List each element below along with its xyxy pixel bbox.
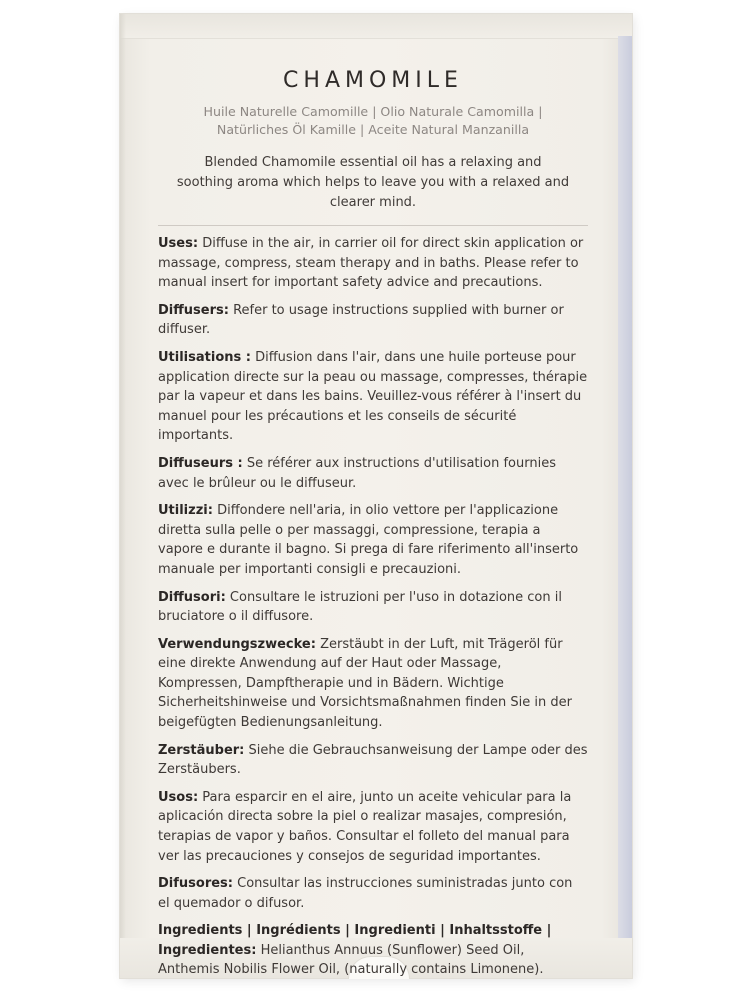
usage-section bbox=[158, 874, 588, 913]
usage-section bbox=[158, 741, 588, 780]
ingredients-text: Helianthus Annuus (Sunflower) Seed Oil, Anthemis Nobilis Flower Oil, (naturally contains Limonene). bbox=[158, 942, 544, 978]
usage-section bbox=[158, 454, 588, 493]
section-label: Utilizzi: bbox=[158, 503, 213, 519]
section-text: Diffusion dans l'air, dans une huile porteuse pour application directe sur la peau ou massage, compresses, thérapie par la vapeur et dans les bains. Veuillez-vous référer à l'insert du manuel pour les précautions et les conseils de sécurité importants. bbox=[158, 349, 588, 444]
usage-section bbox=[158, 348, 588, 446]
section-label: Verwendungszwecke: bbox=[158, 636, 316, 652]
section-text: Siehe die Gebrauchsanweisung der Lampe oder des Zerstäubers. bbox=[158, 742, 588, 778]
ingredients-block bbox=[158, 921, 588, 979]
divider bbox=[158, 225, 588, 226]
usage-section bbox=[158, 635, 588, 733]
section-text: Refer to usage instructions supplied with burner or diffuser. bbox=[158, 302, 564, 338]
usage-section bbox=[158, 788, 588, 866]
usage-sections bbox=[158, 234, 588, 913]
product-intro: Blended Chamomile essential oil has a relaxing and soothing aroma which helps to leave you with a relaxed and clearer mind. bbox=[176, 155, 570, 210]
section-label: Diffusori: bbox=[158, 589, 226, 605]
product-title: CHAMOMILE bbox=[283, 68, 463, 93]
section-label: Diffuseurs : bbox=[158, 455, 243, 471]
section-label: Difusores: bbox=[158, 876, 233, 892]
label-content bbox=[158, 68, 588, 980]
box-left-edge bbox=[120, 14, 126, 978]
box-top-flap bbox=[120, 14, 632, 39]
section-text: Se référer aux instructions d'utilisation fournies avec le brûleur ou le diffuseur. bbox=[158, 455, 556, 491]
usage-section bbox=[158, 501, 588, 579]
section-label: Utilisations : bbox=[158, 349, 251, 365]
ingredients-header: Ingredients | Ingrédients | Ingredienti | Inhaltsstoffe | bbox=[158, 923, 552, 939]
section-label: Zerstäuber: bbox=[158, 742, 245, 758]
box-right-edge-strip bbox=[618, 36, 632, 961]
section-text: Zerstäubt in der Luft, mit Trägeröl für eine direkte Anwendung auf der Haut oder Massage, Kompressen, Dampftherapie und in Bädern. Wichtige Sicherheitshinweise und Vorsichtsmaßnahmen finden Sie in der beigefügten Bedienungsanleitung. bbox=[158, 636, 572, 731]
section-label: Diffusers: bbox=[158, 302, 229, 318]
ingredients-label: Ingredientes: bbox=[158, 942, 257, 958]
section-text: Consultare le istruzioni per l'uso in dotazione con il bruciatore o il diffusore. bbox=[158, 589, 562, 625]
section-text: Diffuse in the air, in carrier oil for direct skin application or massage, compress, steam therapy and in baths. Please refer to manual insert for important safety advice and precautions. bbox=[158, 236, 584, 291]
section-text: Diffondere nell'aria, in olio vettore per l'applicazione diretta sulla pelle o per massaggi, compressione, terapia a vapore e durante il bagno. Si prega di fare riferimento all'inserto manuale per importanti consigli e precauzioni. bbox=[158, 503, 579, 577]
section-label: Usos: bbox=[158, 789, 199, 805]
usage-section bbox=[158, 234, 588, 293]
usage-section bbox=[158, 301, 588, 340]
section-label: Uses: bbox=[158, 236, 199, 251]
section-text: Para esparcir en el aire, junto un aceite vehicular para la aplicación directa sobre la piel o realizar masajes, compresión, terapias de vapor y baños. Consultar el folleto del manual para ver las precauciones y consejos de seguridad importantes. bbox=[158, 789, 572, 864]
product-subtitle: Huile Naturelle Camomille | Olio Naturale Camomilla | Natürliches Öl Kamille | Aceite Natural Manzanilla bbox=[203, 104, 543, 137]
usage-section bbox=[158, 588, 588, 627]
section-text: Consultar las instrucciones suministradas junto con el quemador o difusor. bbox=[158, 876, 573, 911]
